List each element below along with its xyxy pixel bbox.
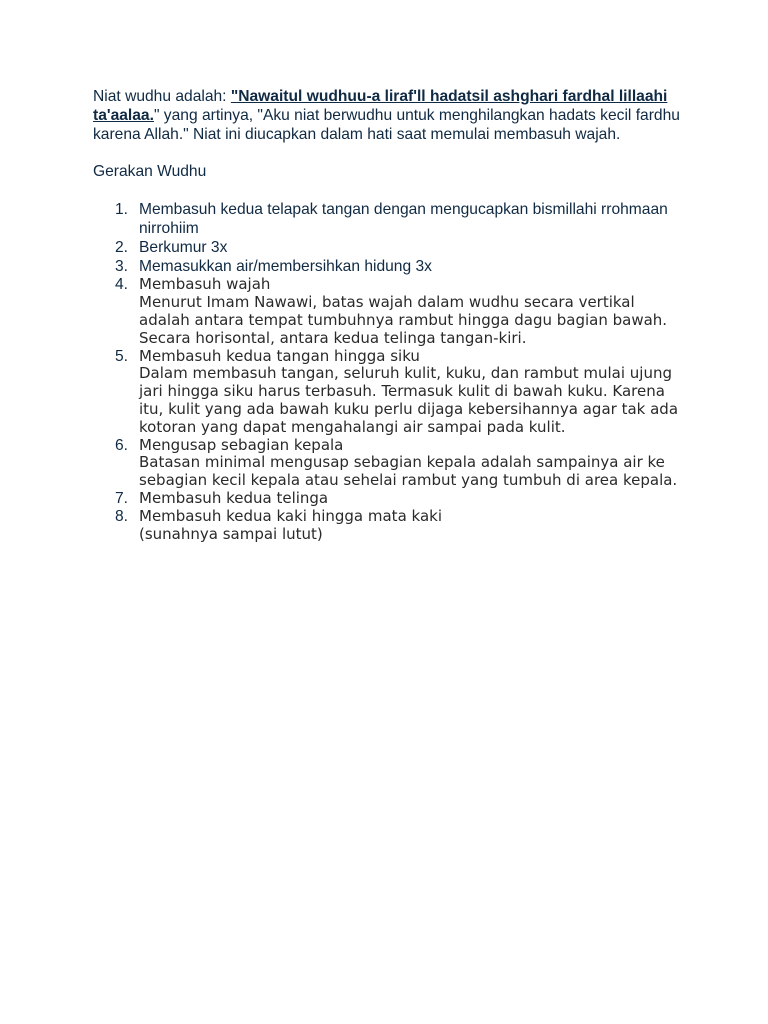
- intro-paragraph: [93, 88, 683, 144]
- step-4: [93, 276, 683, 347]
- step-number: 5.: [115, 347, 129, 365]
- step-3: [93, 258, 683, 277]
- section-heading: Gerakan Wudhu: [93, 163, 207, 181]
- step-number: 6.: [115, 436, 129, 454]
- step-5: [93, 348, 683, 437]
- step-6: [93, 437, 683, 490]
- step-2: [93, 239, 683, 258]
- document-page: [93, 88, 683, 543]
- step-8: [93, 508, 683, 544]
- step-detail: (sunahnya sampai lutut): [139, 524, 323, 543]
- step-detail: Batasan minimal mengusap sebagian kepala adalah sampainya air ke sebagian kecil kepala atau sehelai rambut yang tumbuh di area kepala.: [139, 453, 678, 490]
- step-number: 3.: [115, 257, 129, 275]
- step-title: Berkumur 3x: [139, 238, 228, 256]
- step-title: Membasuh wajah: [139, 275, 271, 294]
- step-title: Memasukkan air/membersihkan hidung 3x: [139, 257, 432, 275]
- step-title: Membasuh kedua kaki hingga mata kaki: [139, 506, 442, 525]
- step-7: [93, 490, 683, 508]
- step-detail: Menurut Imam Nawawi, batas wajah dalam wudhu secara vertikal adalah antara tempat tumbuhnya rambut hingga dagu bagian bawah. Secara horisontal, antara kedua telinga tangan-kiri.: [139, 293, 668, 347]
- step-number: 1.: [115, 201, 129, 219]
- step-title: Membasuh kedua telinga: [139, 488, 329, 507]
- step-title: Membasuh kedua telapak tangan dengan mengucapkan bismillahi rrohmaan nirrohiim: [139, 201, 668, 237]
- step-number: 8.: [115, 507, 129, 525]
- step-detail: Dalam membasuh tangan, seluruh kulit, kuku, dan rambut mulai ujung jari hingga siku harus terbasuh. Termasuk kulit di bawah kuku. Karena itu, kulit yang ada bawah kuku perlu dijaga kebersihannya agar tak ada kotoran yang dapat mengahalangi air sampai pada kulit.: [139, 364, 679, 436]
- step-1: [93, 201, 683, 239]
- steps-list: [93, 201, 683, 543]
- niat-text-link[interactable]: "Nawaitul wudhuu-a liraf'll hadatsil ashghari fardhal lillaahi ta'aalaa.: [93, 88, 668, 124]
- step-number: 4.: [115, 276, 129, 294]
- step-title: Membasuh kedua tangan hingga siku: [139, 346, 420, 365]
- intro-prefix: Niat wudhu adalah:: [93, 88, 231, 105]
- intro-suffix: " yang artinya, "Aku niat berwudhu untuk menghilangkan hadats kecil fardhu karena Allah." Niat ini diucapkan dalam hati saat memulai membasuh wajah.: [93, 106, 680, 143]
- step-number: 7.: [115, 489, 129, 507]
- step-number: 2.: [115, 238, 129, 256]
- step-title: Mengusap sebagian kepala: [139, 435, 344, 454]
